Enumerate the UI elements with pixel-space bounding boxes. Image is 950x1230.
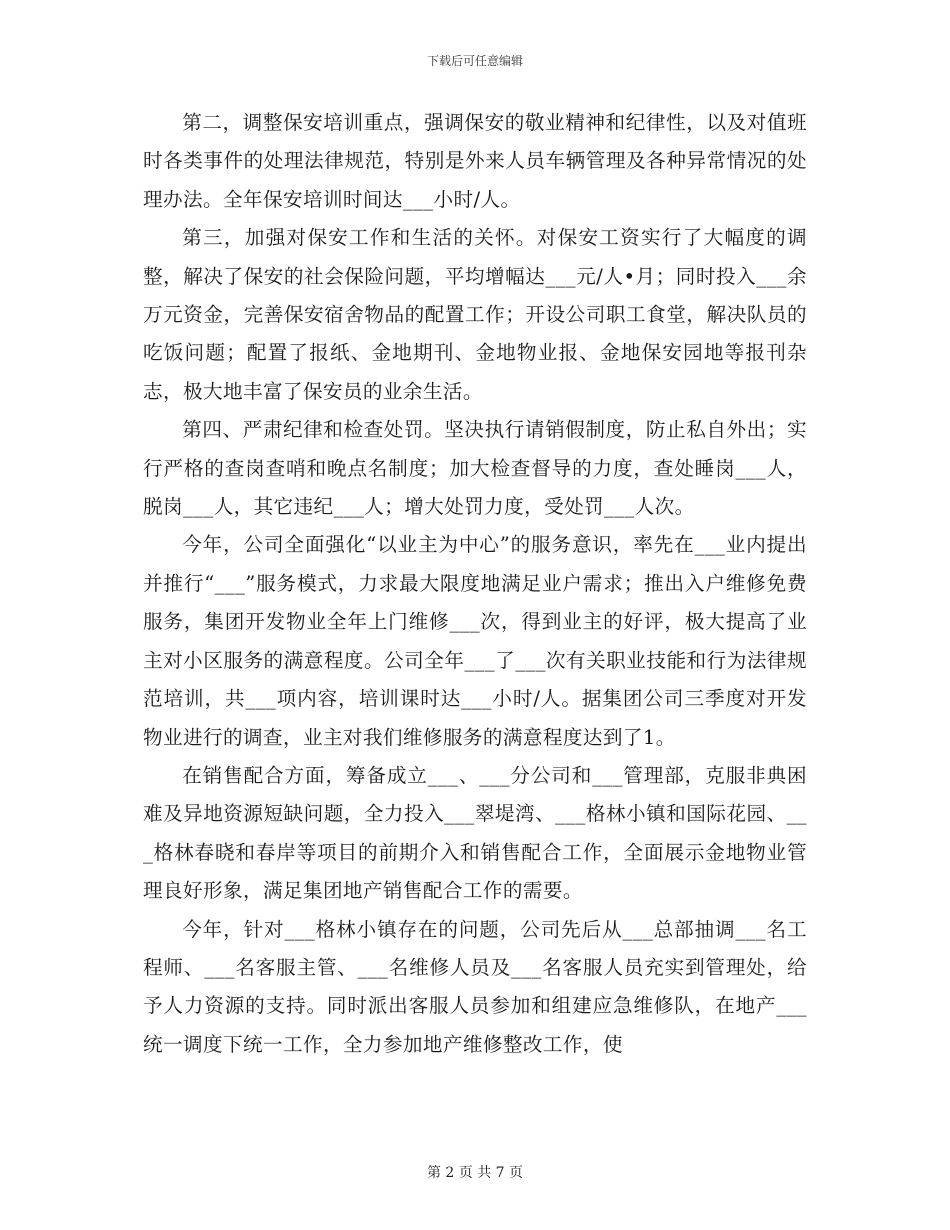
page-header-note: 下载后可任意编辑 bbox=[426, 54, 523, 68]
paragraph-staff-support: 今年，针对___格林小镇存在的问题，公司先后从___总部抽调___名工程师、___名客服主管、___名维修人员及___名客服人员充实到管理处，给予人力资源的支持。同时派出客服人员参加和组建应急维修队，在地产___统一调度下统一工作，全力参加地产维修整改工作，使 bbox=[143, 917, 807, 1056]
paragraph-security-training: 第二，调整保安培训重点，强调保安的敬业精神和纪律性，以及对值班时各类事件的处理法律规范，特别是外来人员车辆管理及各种异常情况的处理办法。全年保安培训时间达___小时/人。 bbox=[143, 111, 807, 211]
paragraph-security-welfare: 第三，加强对保安工作和生活的关怀。对保安工资实行了大幅度的调整，解决了保安的社会保险问题，平均增幅达___元/人•月；同时投入___余万元资金，完善保安宿舍物品的配置工作；开设公司职工食堂，解决队员的吃饭问题；配置了报纸、金地期刊、金地物业报、金地保安园地等报刊杂志，极大地丰富了保安员的业余生活。 bbox=[143, 226, 807, 403]
paragraph-sales-support: 在销售配合方面，筹备成立___、___分公司和___管理部，克服非典困难及异地资源短缺问题，全力投入___翠堤湾、___格林小镇和国际花园、___格林春晓和春岸等项目的前期介入和销售配合工作，全面展示金地物业管理良好形象，满足集团地产销售配合工作的需要。 bbox=[143, 763, 807, 903]
document-body bbox=[143, 104, 807, 1064]
page-number: 第 2 页 共 7 页 bbox=[426, 1165, 524, 1181]
paragraph-discipline: 第四、严肃纪律和检查处罚。坚决执行请销假制度，防止私自外出；实行严格的查岗查哨和晚点名制度；加大检查督导的力度，查处睡岗___人，脱岗___人，其它违纪___人；增大处罚力度，受处罚___人次。 bbox=[143, 418, 807, 519]
paragraph-owner-service: 今年，公司全面强化“以业主为中心”的服务意识，率先在___业内提出并推行“___”服务模式，力求最大限度地满足业户需求；推出入户维修免费服务，集团开发物业全年上门维修___次，得到业主的好评，极大提高了业主对小区服务的满意程度。公司全年___了___次有关职业技能和行为法律规范培训，共___项内容，培训课时达___小时/人。据集团公司三季度对开发物业进行的调查，业主对我们维修服务的满意程度达到了1。 bbox=[143, 533, 807, 749]
